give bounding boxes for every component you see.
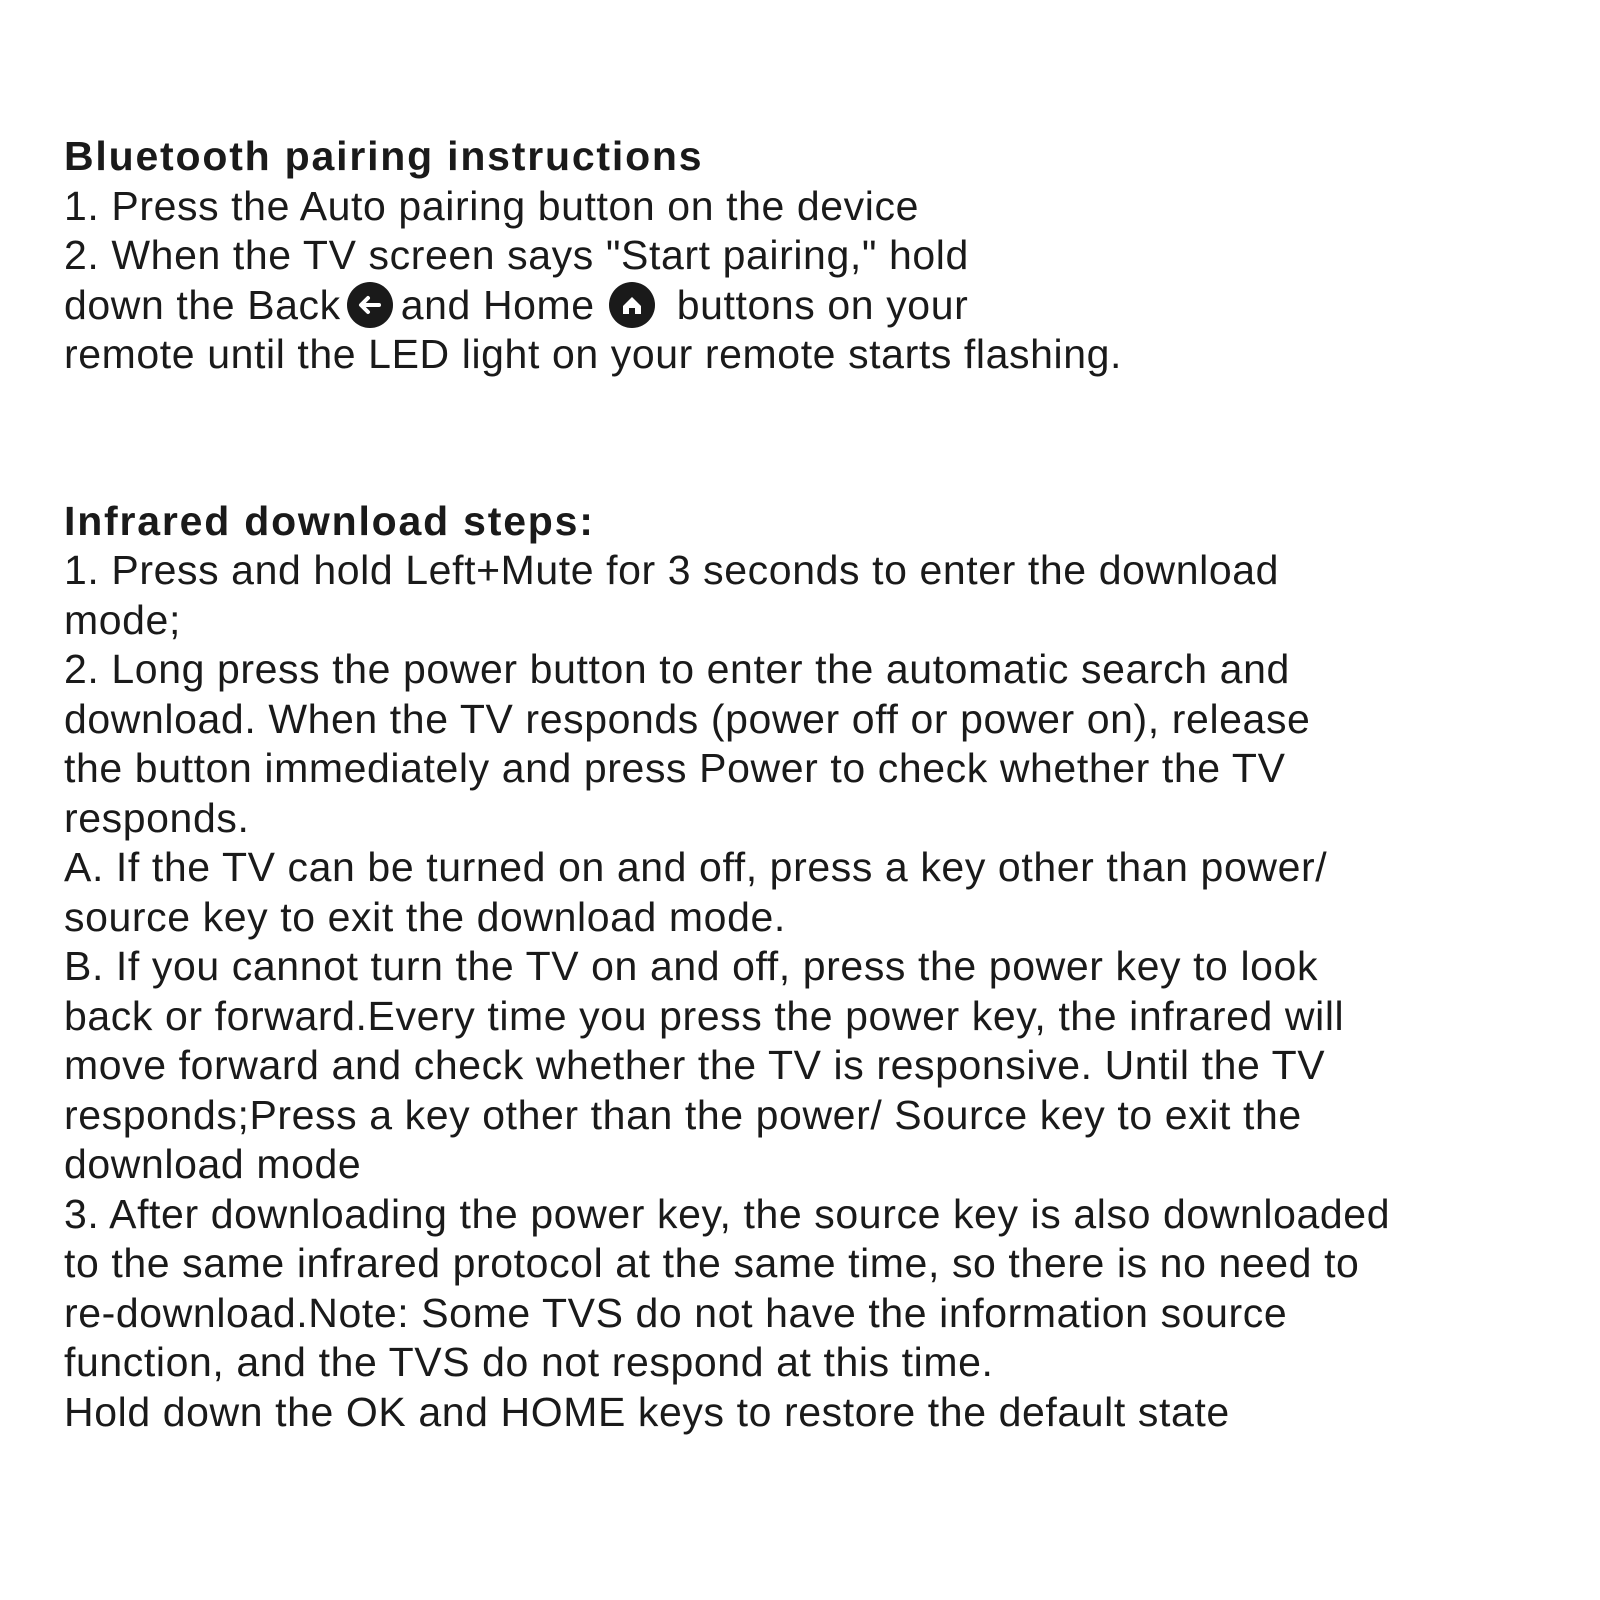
text-down-the-back: down the Back (64, 281, 341, 328)
infrared-heading: Infrared download steps: (64, 497, 595, 544)
infrared-line: to the same infrared protocol at the same time, so there is no need to (64, 1240, 1360, 1286)
infrared-line: download. When the TV responds (power off or power on), release (64, 695, 1311, 742)
bluetooth-step-1: 1. Press the Auto pairing button on the device (64, 182, 919, 229)
instruction-document (64, 132, 1564, 1437)
infrared-line: responds. (64, 794, 250, 841)
infrared-line: source key to exit the download mode. (64, 893, 786, 940)
infrared-line: mode; (64, 596, 181, 643)
back-arrow-icon (347, 282, 393, 328)
text-and-home: and Home (400, 281, 595, 328)
infrared-line: re-download.Note: Some TVS do not have the information source (64, 1289, 1288, 1336)
infrared-line: function, and the TVS do not respond at this time. (64, 1339, 994, 1385)
infrared-line: move forward and check whether the TV is responsive. Until the TV (64, 1042, 1326, 1088)
home-icon (609, 282, 655, 328)
section-spacer (64, 380, 1564, 497)
infrared-line: 3. After downloading the power key, the source key is also downloaded (64, 1190, 1391, 1237)
infrared-line: 1. Press and hold Left+Mute for 3 seconds to enter the download (64, 547, 1280, 593)
infrared-line: A. If the TV can be turned on and off, press a key other than power/ (64, 844, 1328, 890)
bluetooth-step-2-end: remote until the LED light on your remote starts flashing. (64, 331, 1123, 377)
text-buttons-on-your: buttons on your (676, 281, 969, 328)
infrared-line: back or forward.Every time you press the power key, the infrared will (64, 992, 1345, 1039)
infrared-line: Hold down the OK and HOME keys to restore the default state (64, 1388, 1230, 1435)
infrared-line: the button immediately and press Power to check whether the TV (64, 745, 1286, 791)
infrared-line: download mode (64, 1141, 362, 1187)
bluetooth-step-2-continued (64, 281, 1564, 331)
bluetooth-step-2: 2. When the TV screen says "Start pairing," hold (64, 232, 969, 278)
infrared-line: responds;Press a key other than the power/ Source key to exit the (64, 1091, 1302, 1138)
infrared-line: B. If you cannot turn the TV on and off, press the power key to look (64, 943, 1319, 989)
bluetooth-heading: Bluetooth pairing instructions (64, 133, 704, 179)
infrared-line: 2. Long press the power button to enter the automatic search and (64, 646, 1290, 692)
